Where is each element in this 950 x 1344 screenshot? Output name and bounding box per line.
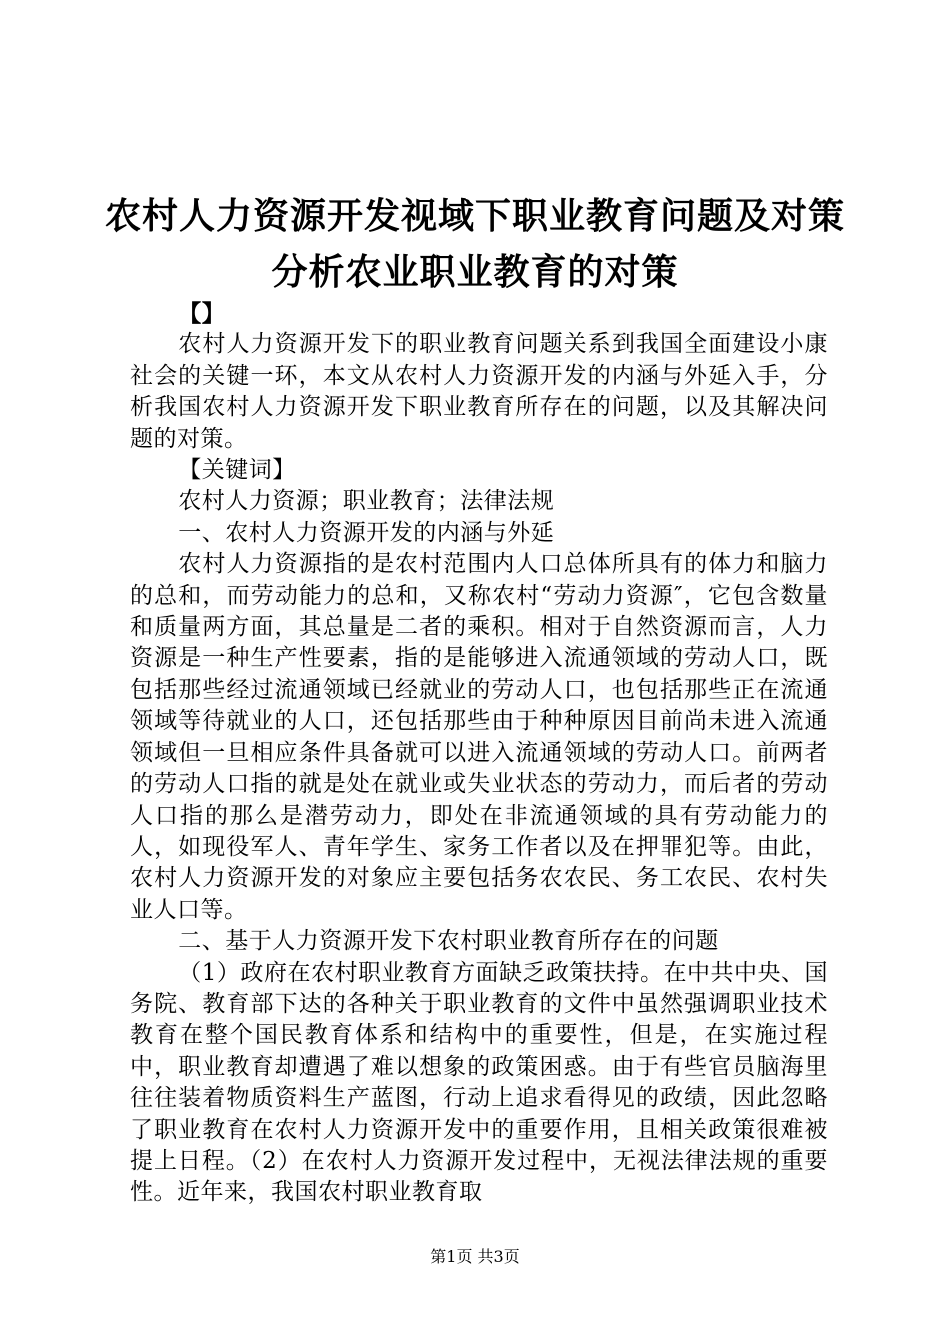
document-title-line-2: 分析农业职业教育的对策 xyxy=(271,252,679,293)
section-2-heading: 二、基于人力资源开发下农村职业教育所存在的问题 xyxy=(178,928,719,955)
keywords-heading: 【关键词】 xyxy=(178,457,296,484)
abstract-paragraph: 农村人力资源开发下的职业教育问题关系到我国全面建设小康社会的关键一环，本文从农村人力资源开发的内涵与外延入手，分析我国农村人力资源开发下职业教育所存在的问题，以及其解决问题的对策。 xyxy=(130,331,828,452)
abstract-heading: 【】 xyxy=(178,300,226,327)
document-title-line-1: 农村人力资源开发视域下职业教育问题及对策 xyxy=(104,196,845,237)
keywords-paragraph: 农村人力资源；职业教育；法律法规 xyxy=(178,488,555,515)
section-1-paragraph: 农村人力资源指的是农村范围内人口总体所具有的体力和脑力的总和，而劳动能力的总和，又称农村“劳动力资源″，它包含数量和质量两方面，其总量是二者的乘积。相对于自然资源而言，人力资源是一种生产性要素，指的是能够进入流通领域的劳动人口，既包括那些经过流通领域已经就业的劳动人口，也包括那些正在流通领域等待就业的人口，还包括那些由于种种原因目前尚未进入流通领域但一旦相应条件具备就可以进入流通领域的劳动人口。前两者的劳动人口指的就是处在就业或失业状态的劳动力，而后者的劳动人口指的那么是潜劳动力，即处在非流通领域的具有劳动能力的人，如现役军人、青年学生、家务工作者以及在押罪犯等。由此，农村人力资源开发的对象应主要包括务农农民、务工农民、农村失业人口等。 xyxy=(130,551,828,923)
section-2-paragraph: （1）政府在农村职业教育方面缺乏政策扶持。在中共中央、国务院、教育部下达的各种关于职业教育的文件中虽然强调职业技术教育在整个国民教育体系和结构中的重要性，但是，在实施过程中，职业教育却遭遇了难以想象的政策困惑。由于有些官员脑海里往往装着物质资料生产蓝图，行动上追求看得见的政绩，因此忽略了职业教育在农村人力资源开发中的重要作用，且相关政策很难被提上日程。（2）在农村人力资源开发过程中，无视法律法规的重要性。近年来，我国农村职业教育取 xyxy=(130,959,828,1206)
document-body xyxy=(130,298,828,1209)
page-footer: 第1页 共3页 xyxy=(430,1247,520,1266)
section-1-heading: 一、农村人力资源开发的内涵与外延 xyxy=(178,519,555,546)
